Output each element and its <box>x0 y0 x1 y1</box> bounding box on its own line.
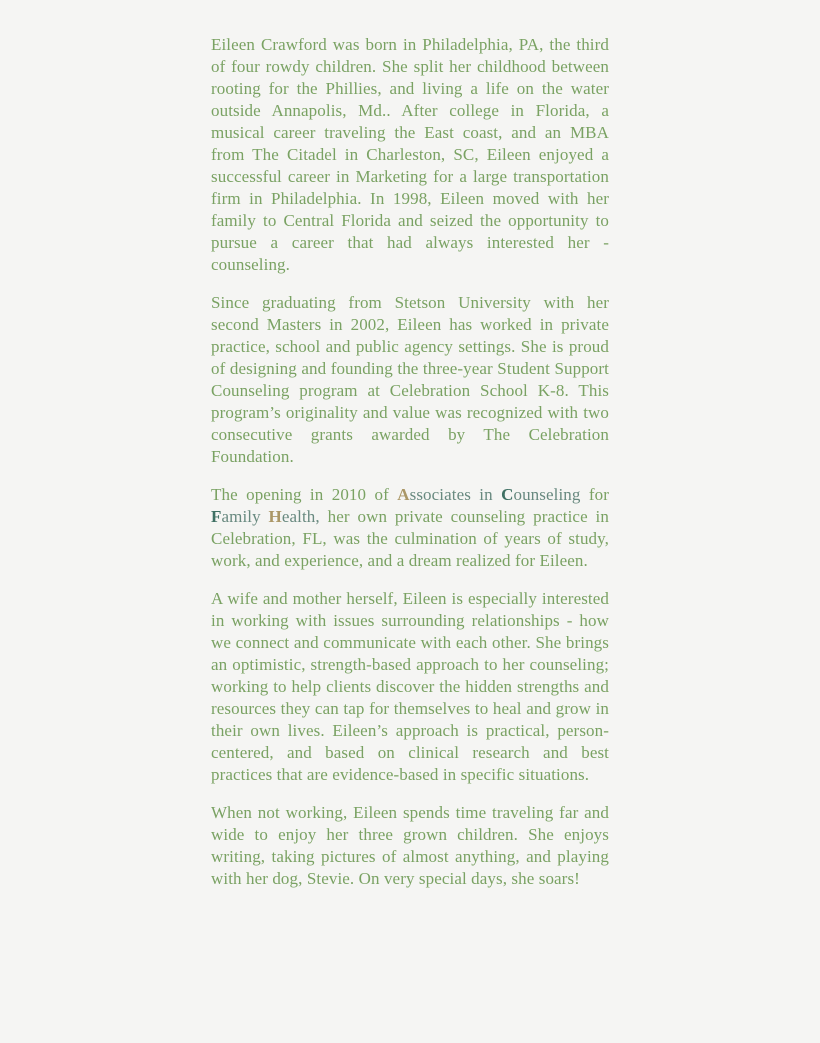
brand-text-segment: her own private counseling practice in Celebration, FL, was the culmination of years of study, work, and experience, and a dream realized for Eileen. <box>211 507 609 570</box>
bio-paragraph-education-career: Since graduating from Stetson University with her second Masters in 2002, Eileen has worked in private practice, school and public agency settings. She is proud of designing and founding the three-year Student Support Counseling program at Celebration School K-8. This program’s originality and value was recognized with two consecutive grants awarded by The Celebration Foundation. <box>211 293 609 466</box>
bio-article <box>211 0 609 890</box>
bio-paragraph-early-life: Eileen Crawford was born in Philadelphia, PA, the third of four rowdy children. She split her childhood between rooting for the Phillies, and living a life on the water outside Annapolis, Md.. After college in Florida, a musical career traveling the East coast, and an MBA from The Citadel in Charleston, SC, Eileen enjoyed a successful career in Marketing for a large transportation firm in Philadelphia. In 1998, Eileen moved with her family to Central Florida and seized the opportunity to pursue a career that had always interested her - counseling. <box>211 35 609 274</box>
brand-initial-letter: F <box>211 507 222 526</box>
brand-initial-letter: H <box>268 507 282 526</box>
bio-paragraph-approach: A wife and mother herself, Eileen is especially interested in working with issues surrounding relationships - how we connect and communicate with each other. She brings an optimistic, strength-based approach to her counseling; working to help clients discover the hidden strengths and resources they can tap for themselves to heal and grow in their own lives. Eileen’s approach is practical, person-centered, and based on clinical research and best practices that are evidence-based in specific situations. <box>211 589 609 784</box>
brand-text-segment: ssociates in <box>409 485 502 504</box>
brand-text-segment: for <box>580 485 609 504</box>
brand-text-segment: ealth, <box>281 507 320 526</box>
brand-text-segment: ounseling <box>513 485 581 504</box>
brand-text-segment: amily <box>221 507 269 526</box>
brand-initial-letter: A <box>397 485 410 504</box>
brand-initial-letter: C <box>501 485 514 504</box>
bio-paragraph-personal: When not working, Eileen spends time traveling far and wide to enjoy her three grown children. She enjoys writing, taking pictures of almost anything, and playing with her dog, Stevie. On very special days, she soars! <box>211 803 609 888</box>
bio-paragraph-practice-opening <box>211 484 609 572</box>
brand-text-segment: The opening in 2010 of <box>211 485 398 504</box>
